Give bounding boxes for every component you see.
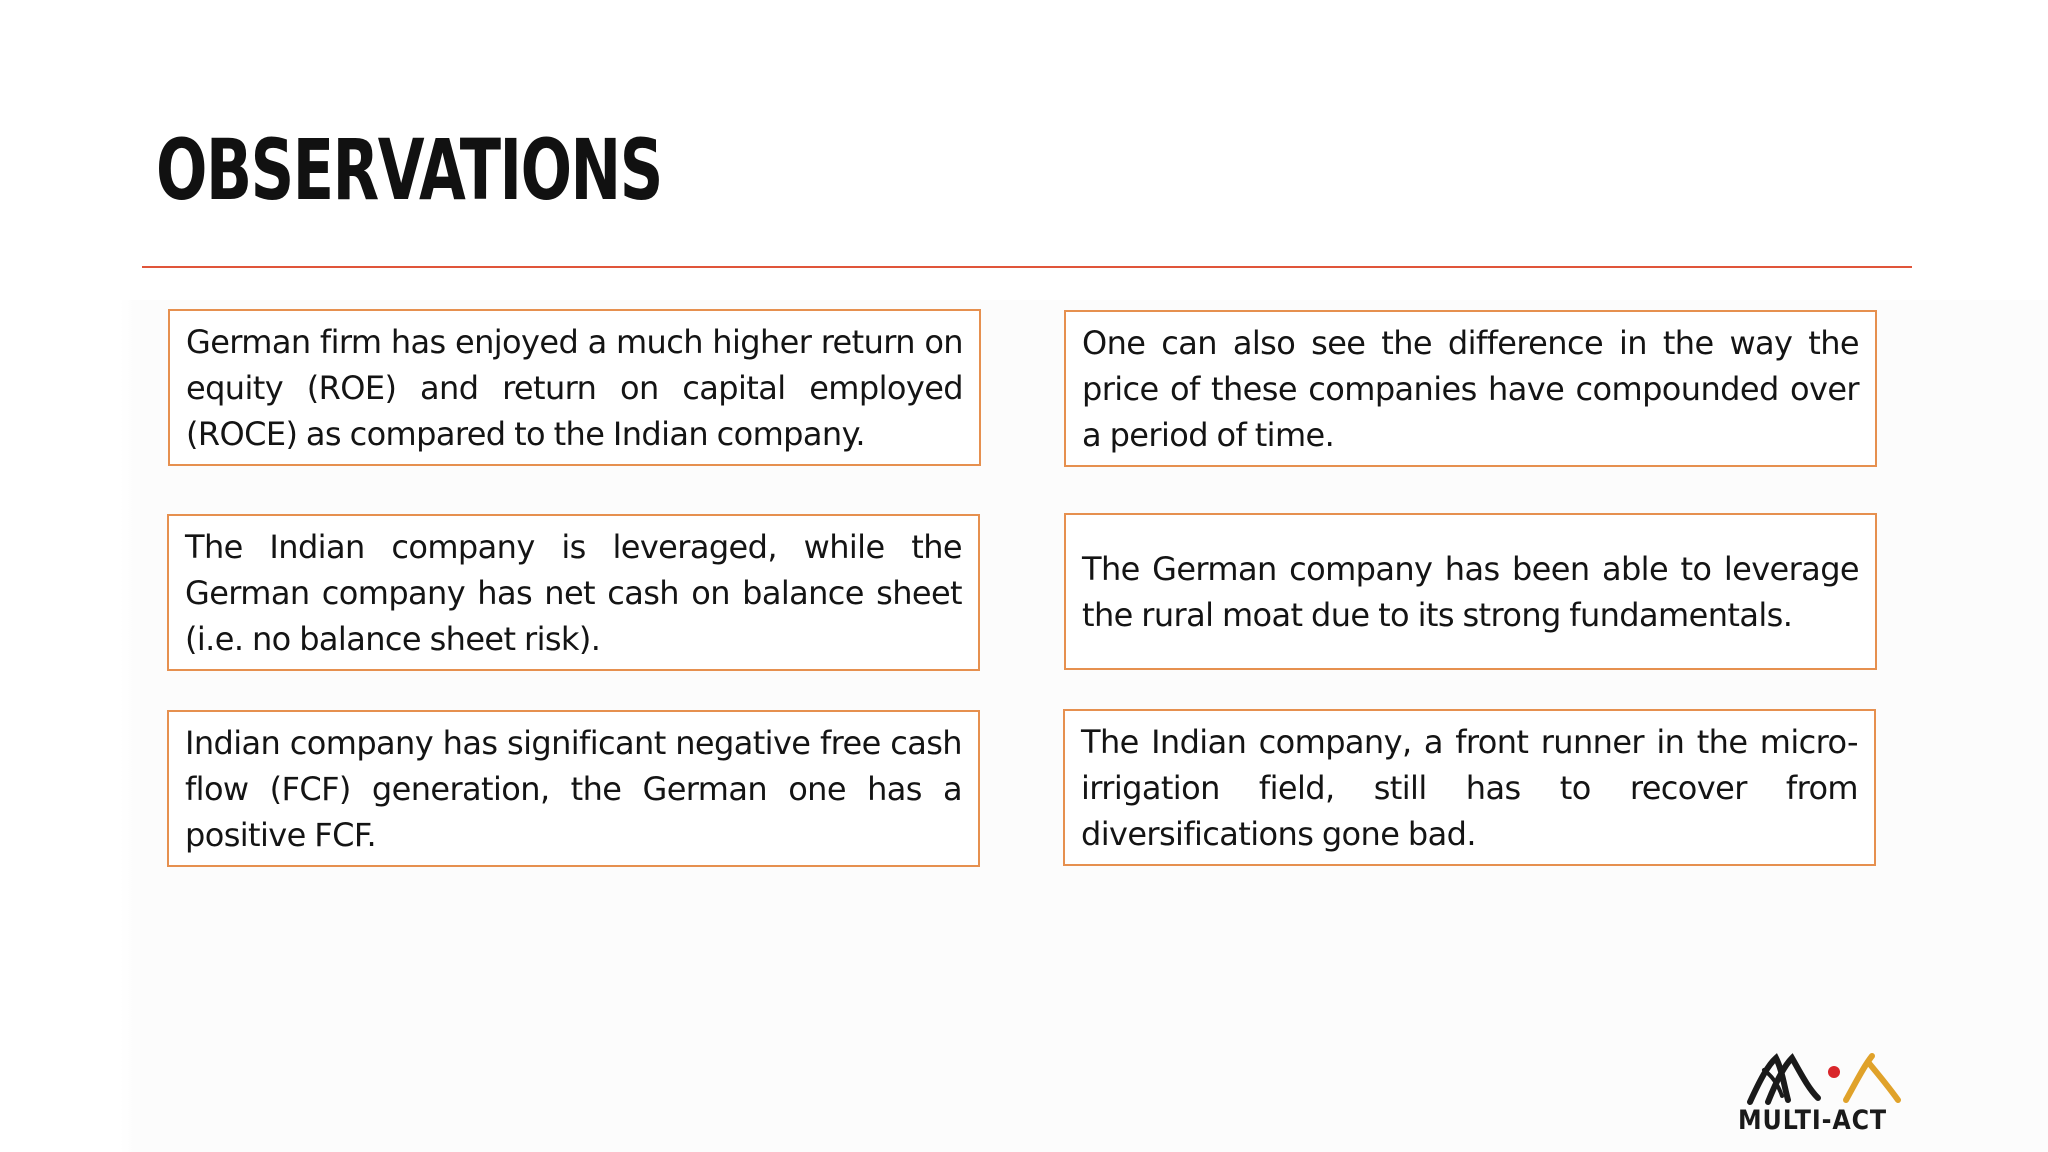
logo-wordmark: MULTI-ACT xyxy=(1738,1105,1888,1136)
observation-text: The Indian company is leveraged, while the German company has net cash on balance sheet (i.e. no balance sheet risk). xyxy=(185,527,962,658)
observation-box-leverage xyxy=(167,514,980,671)
observation-box-rural-moat xyxy=(1064,513,1877,670)
observation-box-price-compounding xyxy=(1064,310,1877,467)
observation-text: Indian company has significant negative free cash flow (FCF) generation, the German one has a positive FCF. xyxy=(185,723,962,854)
observation-box-free-cash-flow xyxy=(167,710,980,867)
observation-text: One can also see the difference in the way the price of these companies have compounded over a period of time. xyxy=(1082,323,1859,454)
observation-text: German firm has enjoyed a much higher return on equity (ROE) and return on capital employed (ROCE) as compared to the Indian company. xyxy=(186,322,963,453)
observation-box-diversification xyxy=(1063,709,1876,866)
observation-text: The Indian company, a front runner in the micro-irrigation field, still has to recover from diversifications gone bad. xyxy=(1081,722,1858,853)
page-title: OBSERVATIONS xyxy=(156,121,662,219)
title-divider xyxy=(142,266,1912,268)
observation-box-roe-roce xyxy=(168,309,981,466)
observation-text: The German company has been able to leverage the rural moat due to its strong fundamentals. xyxy=(1082,549,1859,634)
